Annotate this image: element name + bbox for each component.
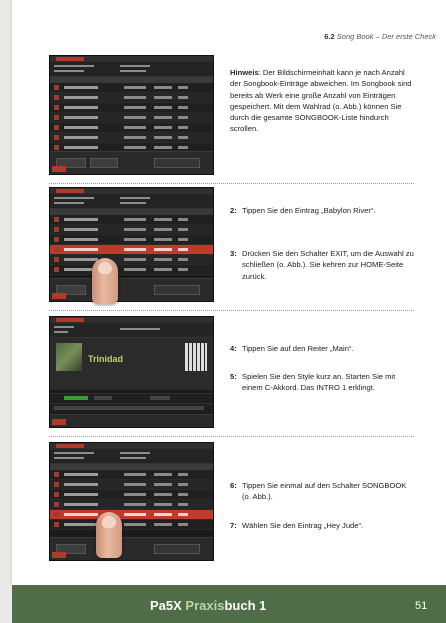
hint-text: : Der Bildschirmeinhalt kann je nach Anzahl der Songbook-Einträge abweichen. Im Songbook sind bereits ab Werk eine große Anzahl von Einträgen gespeichert. Mit dem Wahlrad (o. Abb.) können Sie durch die gesamte SONGBOOK-Liste hindurch scrollen. <box>230 68 412 134</box>
step-6: 6: Tippen Sie einmal auf den Schalter SONGBOOK (o. Abb.). <box>230 481 407 502</box>
step-2: 2: Tippen Sie den Eintrag „Babylon River“. <box>230 206 376 215</box>
step-4: 4: Tippen Sie auf den Reiter „Main“. <box>230 344 354 353</box>
songbook-screenshot-1 <box>49 55 214 175</box>
section-title: Song Book – Der erste Check <box>336 32 436 41</box>
songbook-screenshot-3 <box>49 442 214 561</box>
step-3: 3: Drücken Sie den Schalter EXIT, um die Auswahl zu schließen (o. Abb.). Sie kehren zur HOME-Seite zurück. <box>230 249 414 281</box>
separator <box>49 310 414 311</box>
hint-paragraph <box>230 67 415 135</box>
style-artwork <box>56 343 82 371</box>
page-number: 51 <box>415 600 428 612</box>
page-header <box>324 32 436 41</box>
style-screenshot <box>49 316 214 428</box>
keyboard-icon <box>185 343 207 371</box>
separator <box>49 436 414 437</box>
finger-pointer <box>92 258 118 304</box>
finger-pointer <box>96 512 122 558</box>
step-5: 5: Spielen Sie den Style kurz an. Starten Sie mit einem C-Akkord. Das INTRO 1 erklingt. <box>230 372 396 393</box>
step-7: 7: Wählen Sie den Eintrag „Hey Jude“. <box>230 521 364 530</box>
songbook-screenshot-2 <box>49 187 214 302</box>
footer-brand: Pa5X Praxisbuch 1 <box>150 598 267 613</box>
selected-row[interactable] <box>50 510 213 520</box>
selected-row[interactable] <box>50 245 213 255</box>
style-name: Trinidad <box>88 354 124 364</box>
hint-label: Hinweis <box>230 68 259 77</box>
section-number: 6.2 <box>324 32 335 41</box>
separator <box>49 183 414 184</box>
